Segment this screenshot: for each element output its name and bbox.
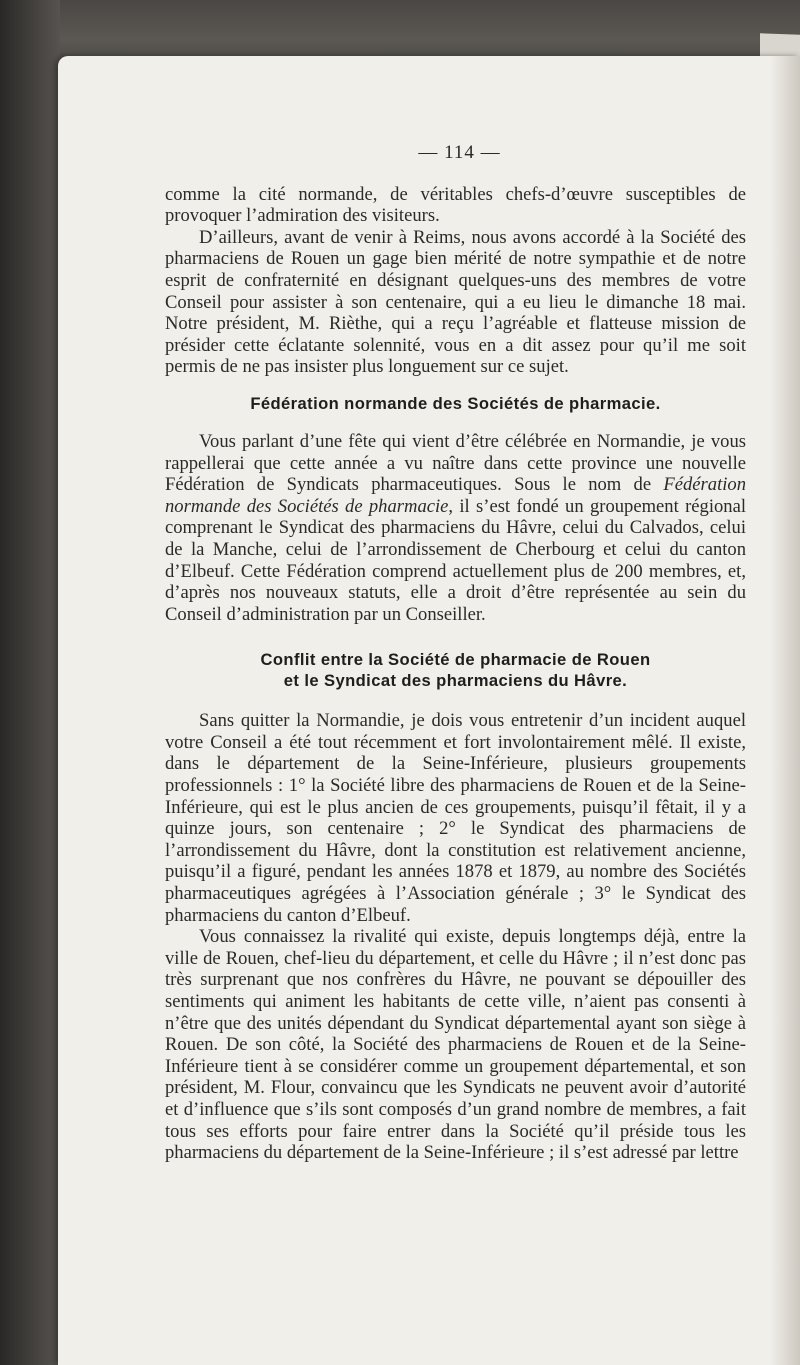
paragraph-federation [165, 431, 746, 625]
section-heading-federation: Fédération normande des Sociétés de pharmacie. [250, 393, 661, 413]
paragraph-groupements: Sans quitter la Normandie, je dois vous entretenir d’un incident auquel votre Conseil a été tout récemment et fort involontairement mêlé. Il existe, dans le département de la Seine-Inférieure, plusieurs groupements professionnels : 1° la Société libre des pharmaciens de Rouen et de la Seine-Inférieure, qui est le plus ancien de ces groupements, puisqu’il fêtait, il y a quinze jours, son centenaire ; 2° le Syndicat des pharmaciens de l’arrondissement du Hâvre, dont la constitution est relativement ancienne, puisqu’il a figuré, pendant les années 1878 et 1879, au nombre des Sociétés pharmaceutiques agrégées à l’Association générale ; 3° le Syndicat des pharmaciens du canton d’Elbeuf. [165, 710, 746, 926]
paragraph-federation-end: , il s’est fondé un groupement régional comprenant le Syndicat des pharmaciens du Hâvre, celui du Calvados, celui de la Manche, celui de l’arrondissement de Cherbourg et celui du canton d’Elbeuf. Cette Fédération comprend actuellement plus de 200 membres, et, d’après nos nouveaux statuts, elle a droit d’être représentée au sein du Conseil d’administration par un Conseiller. [165, 495, 746, 625]
paragraph-reims: D’ailleurs, avant de venir à Reims, nous avons accordé à la Société des pharmaciens de Rouen un gage bien mérité de notre sympathie et de notre esprit de confraternité en désignant quelques-uns des membres de votre Conseil pour assister à son centenaire, qui a eu lieu le dimanche 18 mai. Notre président, M. Rièthe, qui a reçu l’agréable et flatteuse mission de présider cette éclatante solennité, vous en a dit assez pour qu’il me soit permis de ne pas insister plus longuement sur ce sujet. [165, 226, 746, 378]
page-curl-shadow [770, 56, 800, 1365]
paragraph-federation-start: Vous parlant d’une fête qui vient d’être célébrée en Normandie, je vous rappellerai que cette année a vu naître dans cette province une nouvelle Fédération de Syndicats pharmaceutiques. Sous le nom de [165, 430, 746, 496]
paragraph-continuation: comme la cité normande, de véritables chefs-d’œuvre susceptibles de provoquer l’admiration des visiteurs. [165, 183, 746, 227]
federation-name: Fédération normande des Sociétés de pharmacie [165, 474, 746, 517]
page-number: — 114 — [418, 142, 501, 163]
paragraph-rivalite: Vous connaissez la rivalité qui existe, depuis longtemps déjà, entre la ville de Rouen, chef-lieu du département, et celle du Hâvre ; il n’est donc pas très surprenant que nos confrères du Hâvre, ne pouvant se dépouiller des sentiments qui animent les habitants de cette ville, n’aient pas consenti à n’être que des unités dépendant du Syndicat départemental ayant son siège à Rouen. De son côté, la Société des pharmaciens de Rouen et de la Seine-Inférieure tient à se considérer comme un groupement départemental, et son président, M. Flour, convaincu que les Syndicats ne peuvent avoir d’autorité et d’influence que s’ils sont composés d’un grand nombre de membres, a fait tous ses efforts pour faire entrer dans la Société qu’il préside tous les pharmaciens du département de la Seine-Inférieure ; il s’est adressé par lettre [165, 926, 746, 1164]
binding-edge [0, 0, 60, 1365]
page-edge [760, 33, 800, 58]
section-heading-conflict-line-1: Conflit entre la Société de pharmacie de Rouen [260, 650, 651, 670]
page-text [165, 142, 746, 1164]
section-heading-conflict [165, 649, 746, 691]
section-heading-conflict-line-2: et le Syndicat des pharmaciens du Hâvre. [283, 671, 628, 691]
